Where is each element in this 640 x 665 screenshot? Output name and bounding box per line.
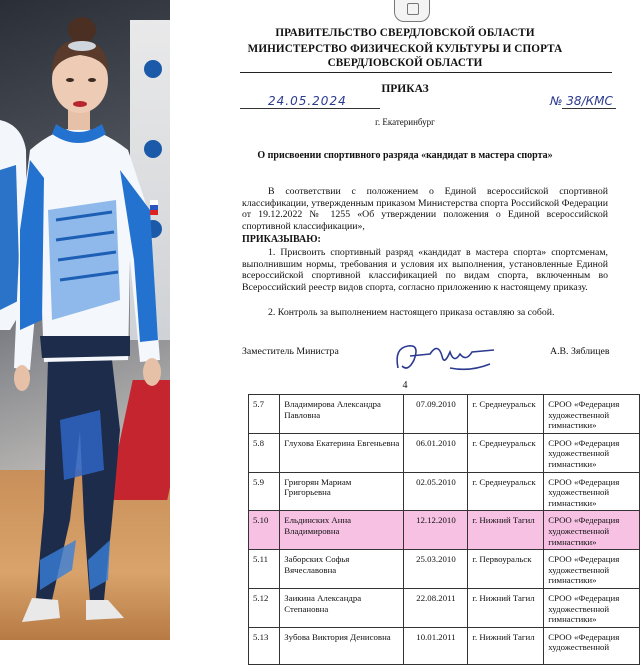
athlete-name: Зубова Виктория Денисовна	[280, 627, 404, 664]
athlete-name: Глухова Екатерина Евгеньевна	[280, 433, 404, 472]
handwritten-signature	[390, 338, 500, 378]
row-number: 5.11	[249, 550, 280, 589]
athlete-name: Заикина Александра Степановна	[280, 588, 404, 627]
table-row	[249, 472, 640, 511]
order-number: № 38/КМС	[550, 94, 613, 108]
number-underline	[562, 108, 616, 109]
page-number: 4	[402, 380, 408, 391]
organization: СРОО «Федерация художественной гимнастики»	[544, 433, 640, 472]
table-row	[249, 433, 640, 472]
order-subject: О присвоении спортивного разряда «кандидат в мастера спорта»	[257, 150, 553, 161]
row-number: 5.12	[249, 588, 280, 627]
birth-date: 06.01.2010	[404, 433, 468, 472]
organization: СРОО «Федерация художественной гимнастики»	[544, 395, 640, 434]
date-underline	[240, 108, 380, 109]
birth-date: 10.01.2011	[404, 627, 468, 664]
region-header: СВЕРДЛОВСКОЙ ОБЛАСТИ	[327, 57, 483, 69]
highlighted-table-row	[249, 511, 640, 550]
clause-1: 1. Присвоить спортивный разряд «кандидат в мастера спорта» спортсменам, выполнившим нормы, требования и условия их выполнения, установленные Единой всероссийской спортивной классификацией по видам спорта, включенным во Всероссийский реестр видов спорта, согласно приложению к настоящему приказу.	[242, 247, 608, 293]
appendix-table	[248, 394, 640, 665]
athlete-city: г. Нижний Тагил	[468, 511, 544, 550]
signer-position: Заместитель Министра	[242, 346, 339, 357]
athlete-city: г. Среднеуральск	[468, 472, 544, 511]
row-number: 5.13	[249, 627, 280, 664]
birth-date: 07.09.2010	[404, 395, 468, 434]
table-row	[249, 588, 640, 627]
clause-2: 2. Контроль за выполнением настоящего приказа оставляю за собой.	[268, 307, 555, 318]
organization: СРОО «Федерация художественной гимнастики»	[544, 550, 640, 589]
row-number: 5.9	[249, 472, 280, 511]
athlete-city: г. Первоуральск	[468, 550, 544, 589]
organization: СРОО «Федерация художественной гимнастики»	[544, 588, 640, 627]
athlete-city: г. Среднеуральск	[468, 395, 544, 434]
athlete-city: г. Среднеуральск	[468, 433, 544, 472]
organization: СРОО «Федерация художественной гимнастики»	[544, 472, 640, 511]
order-document	[170, 0, 640, 653]
order-city: г. Екатеринбург	[375, 117, 435, 127]
preamble-paragraph: В соответствии с положением о Единой всероссийской спортивной классификации, утвержденным приказом Министерства спорта Российской Федерации от 19.12.2022 № 1255 «Об утверждении положения о Единой всероссийской спортивной классификации»,	[242, 186, 608, 232]
row-number: 5.10	[249, 511, 280, 550]
table-row	[249, 395, 640, 434]
signer-name: А.В. Зяблицев	[550, 346, 610, 357]
table-row	[249, 550, 640, 589]
coat-of-arms-icon	[394, 0, 430, 22]
birth-date: 02.05.2010	[404, 472, 468, 511]
athlete-name: Заборских Софья Вячеславовна	[280, 550, 404, 589]
header-divider	[240, 72, 612, 73]
birth-date: 12.12.2010	[404, 511, 468, 550]
athlete-name: Григорян Мариам Григорьевна	[280, 472, 404, 511]
government-header: ПРАВИТЕЛЬСТВО СВЕРДЛОВСКОЙ ОБЛАСТИ	[275, 27, 535, 39]
athlete-figure	[0, 0, 170, 640]
prikazyvayu-label: ПРИКАЗЫВАЮ:	[242, 234, 321, 245]
athlete-photo	[0, 0, 170, 640]
birth-date: 25.03.2010	[404, 550, 468, 589]
row-number: 5.8	[249, 433, 280, 472]
organization: СРОО «Федерация художественной гимнастики»	[544, 511, 640, 550]
table-row	[249, 627, 640, 664]
athlete-city: г. Нижний Тагил	[468, 627, 544, 664]
row-number: 5.7	[249, 395, 280, 434]
ministry-header: МИНИСТЕРСТВО ФИЗИЧЕСКОЙ КУЛЬТУРЫ И СПОРТА	[247, 43, 563, 55]
organization: СРОО «Федерация художественной	[544, 627, 640, 664]
athlete-name: Владимирова Александра Павловна	[280, 395, 404, 434]
order-date: 24.05.2024	[268, 94, 347, 108]
athlete-city: г. Нижний Тагил	[468, 588, 544, 627]
birth-date: 22.08.2011	[404, 588, 468, 627]
athlete-name: Ельдинских Анна Владимировна	[280, 511, 404, 550]
order-title: ПРИКАЗ	[381, 83, 429, 95]
